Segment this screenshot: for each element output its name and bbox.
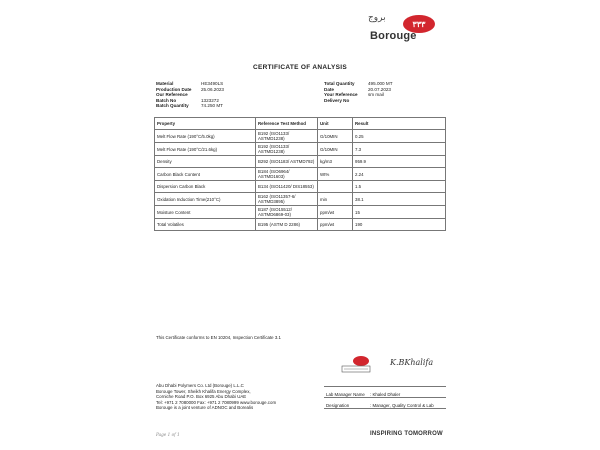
table-cell: B192 (ISO1133/ ASTMD1238) — [256, 130, 318, 143]
company-stamp-icon — [340, 354, 372, 376]
signoff-row: Designation : Manager, Quality Control & Lab — [326, 403, 434, 408]
address-line: Tel: +971 2 7080000 Fax: +971 2 7080999 www.borouge.com — [156, 399, 277, 405]
table-cell: Dispersion Carbon Black — [155, 181, 256, 193]
table-cell: B292 (ISO1183/ ASTMD792) — [256, 156, 318, 168]
info-row: Your Reference sm mail — [324, 92, 384, 98]
column-header: Reference Test Method — [256, 118, 318, 130]
page-number: Page 1 of 1 — [156, 432, 180, 437]
table-cell: kg/m3 — [318, 156, 353, 168]
info-row: Production Date 25.06.2023 — [156, 86, 224, 92]
divider — [324, 386, 446, 387]
signoff-block — [326, 389, 434, 411]
address-line: Corniche Road P.O. Box 6925 Abu Dhabi UAE — [156, 394, 247, 400]
table-cell: B162 (ISO11357-6/ ASTMD3895) — [256, 193, 318, 206]
table-cell: Melt Flow Rate (190°C/5.0kg) — [155, 130, 256, 143]
table-cell: 190 — [353, 219, 446, 231]
table-cell: Oxidation Induction Time(210°C) — [155, 193, 256, 206]
table-cell: Carbon Black Content — [155, 168, 256, 181]
table-cell: 15 — [353, 206, 446, 219]
table-cell: 0.25 — [353, 130, 446, 143]
tagline: INSPIRING TOMORROW — [370, 431, 443, 437]
column-header: Result — [353, 118, 446, 130]
company-address — [156, 383, 276, 411]
info-row: Total Quantity 495.000 MT — [324, 81, 393, 86]
table-cell: Wt% — [318, 168, 353, 181]
table-cell: Density — [155, 156, 256, 168]
info-row: Batch Quantity 74.250 MT — [156, 103, 223, 109]
table-row — [155, 206, 446, 219]
info-row: Batch No 1323272 — [156, 97, 219, 103]
table-cell: Melt Flow Rate (190°C/21.6kg) — [155, 143, 256, 156]
table-cell: min — [318, 193, 353, 206]
address-line: Abu Dhabi Polymers Co. Ltd (Borouge) L.L.C — [156, 383, 244, 388]
table-cell: B192 (ISO1133/ ASTMD1238) — [256, 143, 318, 156]
info-right — [324, 81, 393, 103]
column-header: Property — [155, 118, 256, 130]
address-line: Borouge is a joint venture of ADNOC and Borealis — [156, 405, 254, 411]
table-row — [155, 156, 446, 168]
table-cell: 38.1 — [353, 193, 446, 206]
info-left — [156, 81, 224, 109]
properties-table — [154, 117, 446, 231]
table-cell: 959.9 — [353, 156, 446, 168]
info-row: Delivery No — [324, 97, 350, 103]
address-line: Borouge Tower, Sheikh Khalifa Energy Complex, — [156, 388, 251, 394]
table-cell: B187 (ISO15512/ ASTMD6869-03) — [256, 206, 318, 219]
table-cell: 2.24 — [353, 168, 446, 181]
table-cell: G/10MIN — [318, 143, 353, 156]
table-cell: Total Volatiles — [155, 219, 256, 231]
table-row — [155, 181, 446, 193]
table-row — [155, 219, 446, 231]
table-row — [155, 168, 446, 181]
table-header-row — [155, 118, 446, 130]
table-row — [155, 130, 446, 143]
logo-text: Borouge — [370, 30, 417, 42]
signoff-row: Lab Manager Name : Khaled Dhaler — [326, 392, 401, 397]
table-cell: ppm/wt — [318, 219, 353, 231]
table-cell: B184 (ISO6964/ ASTMD1603) — [256, 168, 318, 181]
conformity-note: This Certificate conforms to EN 10204, Inspection Certificate 3.1 — [156, 335, 281, 340]
info-row: Date 20.07.2023 — [324, 86, 391, 92]
table-cell — [318, 181, 353, 193]
info-row: Our Reference — [156, 92, 188, 98]
signature: K.BKhalifa — [390, 358, 434, 367]
table-cell: 7.3 — [353, 143, 446, 156]
table-cell: Moisture Content — [155, 206, 256, 219]
table-cell: B134 (ISO11420/ DIS18553) — [256, 181, 318, 193]
logo-arabic-text: بروج — [368, 12, 386, 22]
table-cell: G/10MIN — [318, 130, 353, 143]
table-row — [155, 143, 446, 156]
column-header: Unit — [318, 118, 353, 130]
info-row: Material HE3490LS — [156, 81, 224, 86]
table-row — [155, 193, 446, 206]
table-cell: 1.5 — [353, 181, 446, 193]
svg-text:٣٣٣: ٣٣٣ — [412, 20, 426, 29]
table-cell: B195 (ASTM D 2286) — [256, 219, 318, 231]
table-cell: ppm/wt — [318, 206, 353, 219]
page-title: CERTIFICATE OF ANALYSIS — [252, 64, 348, 71]
